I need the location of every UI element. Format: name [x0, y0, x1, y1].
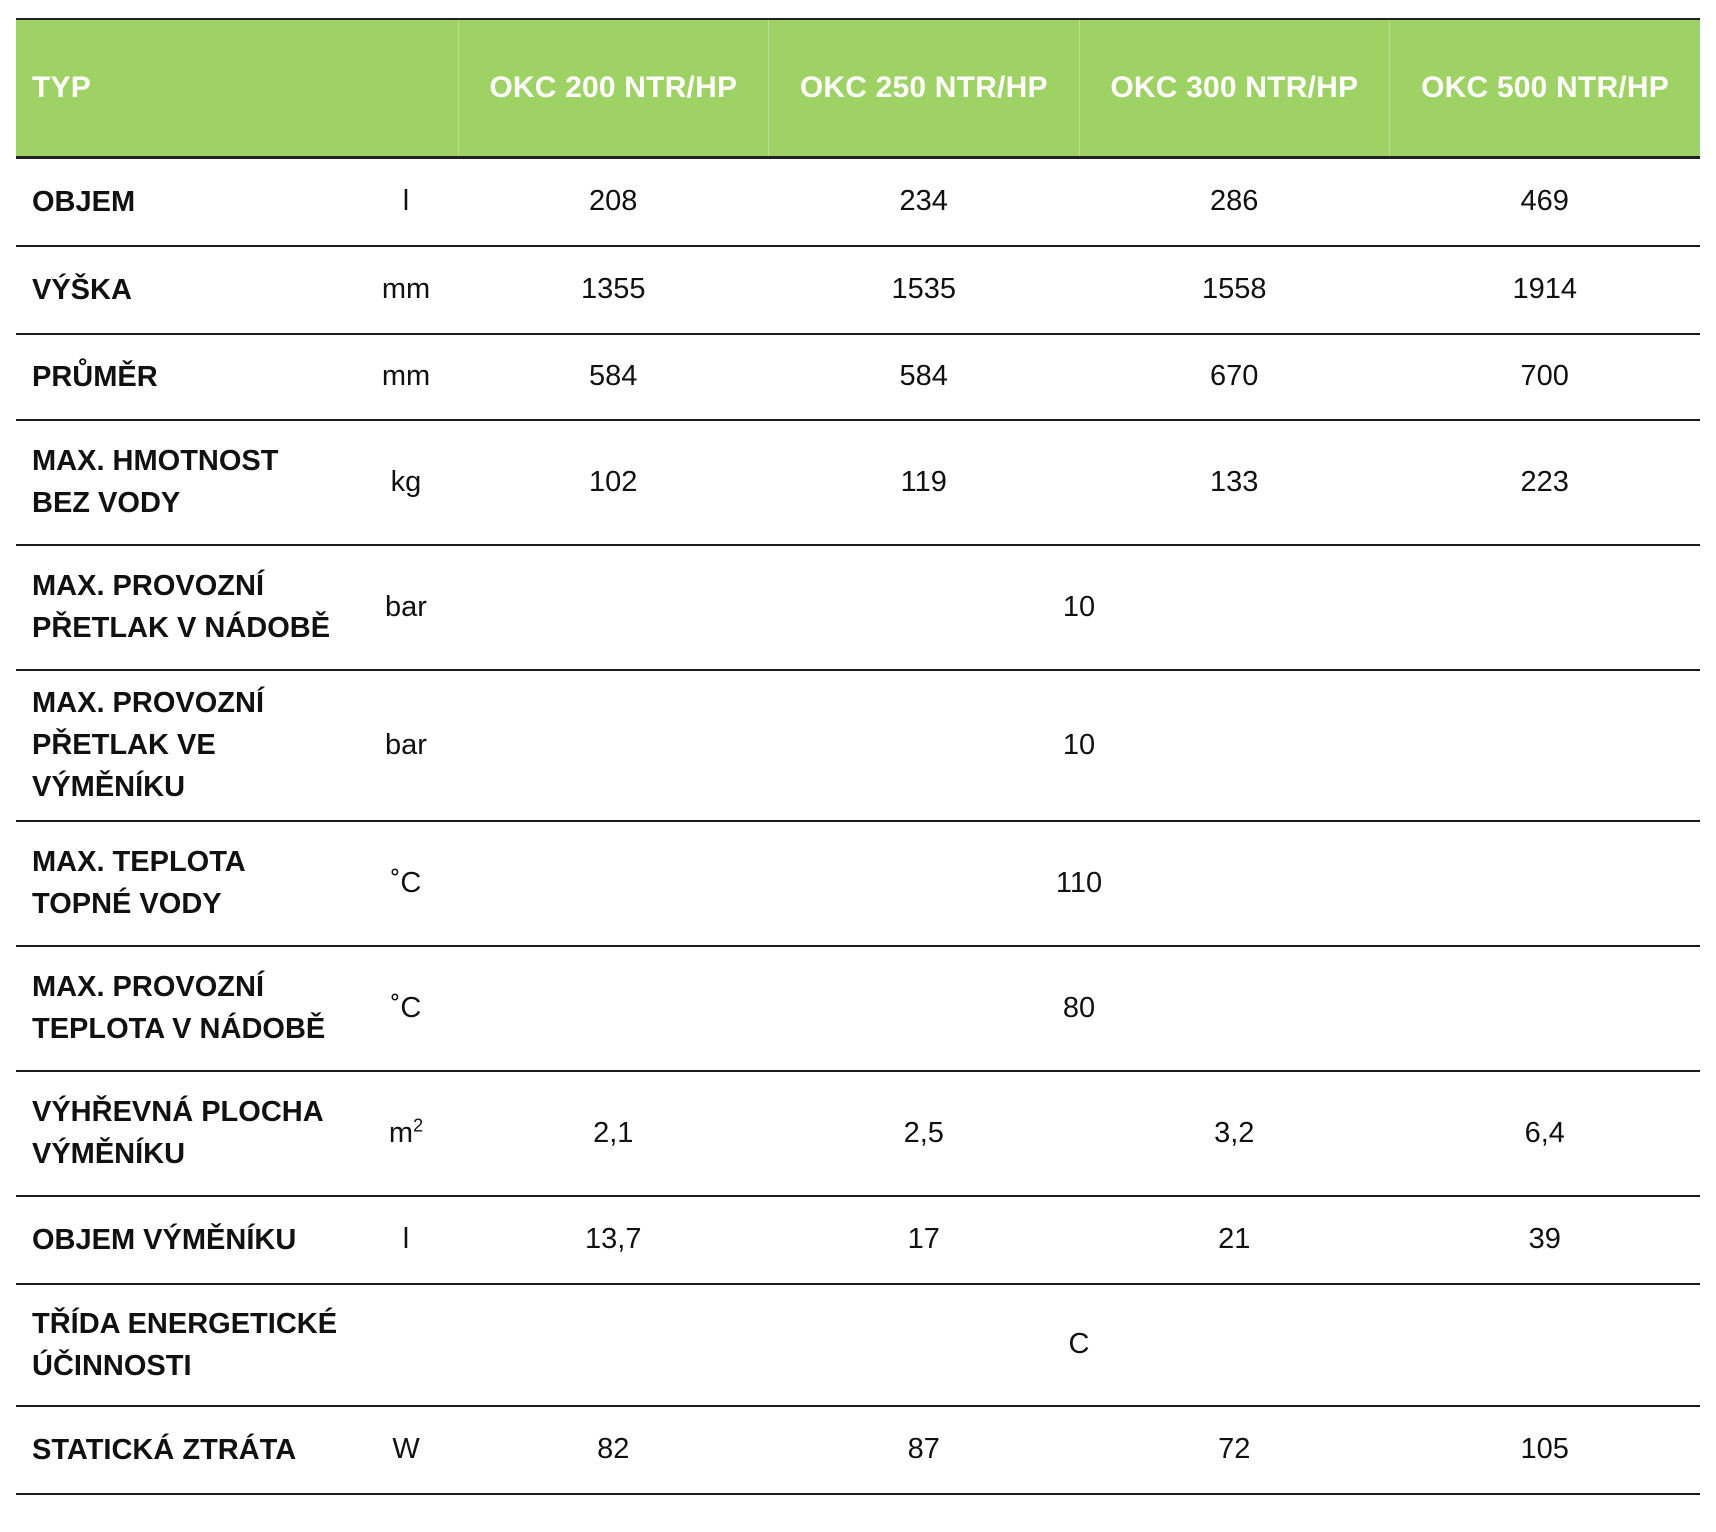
cell-value: 39 — [1390, 1196, 1701, 1284]
cell-value-merged: 80 — [458, 946, 1700, 1071]
row-ztrata — [16, 1406, 1700, 1494]
label-line: TŘÍDA ENERGETICKÉ — [32, 1307, 338, 1340]
row-label: OBJEM — [16, 158, 354, 246]
row-label: OBJEM VÝMĚNÍKU — [16, 1196, 354, 1284]
row-unit: ˚C — [354, 946, 458, 1071]
row-prumer — [16, 334, 1700, 420]
cell-value: 2,5 — [769, 1071, 1080, 1196]
label-line: VÝHŘEVNÁ PLOCHA — [32, 1096, 324, 1128]
row-label: VÝŠKA — [16, 246, 354, 334]
cell-value: 223 — [1390, 420, 1701, 545]
row-unit: bar — [354, 670, 458, 821]
cell-value-merged: C — [458, 1284, 1700, 1406]
header-model-1: OKC 200 NTR/HP — [458, 19, 769, 158]
cell-value-merged: 10 — [458, 670, 1700, 821]
label-line: MAX. TEPLOTA — [32, 846, 246, 878]
row-unit: l — [354, 1196, 458, 1284]
row-trida — [16, 1284, 1700, 1406]
cell-value: 87 — [769, 1406, 1080, 1494]
label-line: VÝMĚNÍKU — [32, 771, 186, 803]
row-objem-vymeniku — [16, 1196, 1700, 1284]
label-line: MAX. HMOTNOST — [32, 445, 279, 477]
header-row — [16, 19, 1700, 158]
row-unit: mm — [354, 246, 458, 334]
row-teplota-nadoba — [16, 946, 1700, 1071]
label-line: TOPNÉ VODY — [32, 888, 222, 920]
cell-value: 286 — [1079, 158, 1390, 246]
row-label — [16, 821, 354, 946]
label-line: MAX. PROVOZNÍ — [32, 687, 265, 719]
unit-base: m — [388, 1116, 414, 1149]
cell-value: 469 — [1390, 158, 1701, 246]
cell-value: 208 — [458, 158, 769, 246]
cell-value: 105 — [1390, 1406, 1701, 1494]
label-line: VÝMĚNÍKU — [32, 1138, 186, 1170]
row-unit: bar — [354, 545, 458, 670]
cell-value: 21 — [1079, 1196, 1390, 1284]
cell-value: 234 — [769, 158, 1080, 246]
header-unit — [354, 19, 458, 158]
cell-value: 670 — [1079, 334, 1390, 420]
row-label: STATICKÁ ZTRÁTA — [16, 1406, 354, 1494]
row-unit — [354, 1284, 458, 1406]
cell-value: 6,4 — [1390, 1071, 1701, 1196]
row-label — [16, 1071, 354, 1196]
row-unit: ˚C — [354, 821, 458, 946]
label-line: MAX. PROVOZNÍ — [32, 971, 265, 1003]
row-pretlak-nadoba — [16, 545, 1700, 670]
row-unit: l — [354, 158, 458, 246]
cell-value: 13,7 — [458, 1196, 769, 1284]
row-teplota-topne — [16, 821, 1700, 946]
label-line: BEZ VODY — [32, 487, 181, 519]
row-label: PRŮMĚR — [16, 334, 354, 420]
cell-value: 3,2 — [1079, 1071, 1390, 1196]
row-vyska — [16, 246, 1700, 334]
header-model-2: OKC 250 NTR/HP — [769, 19, 1080, 158]
row-pretlak-vymenik — [16, 670, 1700, 821]
cell-value: 72 — [1079, 1406, 1390, 1494]
cell-value: 700 — [1390, 334, 1701, 420]
row-label — [16, 670, 354, 821]
cell-value: 584 — [458, 334, 769, 420]
row-label — [16, 545, 354, 670]
cell-value: 119 — [769, 420, 1080, 545]
row-unit: kg — [354, 420, 458, 545]
header-model-4: OKC 500 NTR/HP — [1390, 19, 1701, 158]
cell-value: 2,1 — [458, 1071, 769, 1196]
header-typ: TYP — [16, 19, 354, 158]
row-objem — [16, 158, 1700, 246]
label-line: MAX. PROVOZNÍ — [32, 570, 265, 602]
row-label — [16, 420, 354, 545]
cell-value: 17 — [769, 1196, 1080, 1284]
cell-value: 1558 — [1079, 246, 1390, 334]
cell-value: 1535 — [769, 246, 1080, 334]
row-unit: mm — [354, 334, 458, 420]
cell-value: 102 — [458, 420, 769, 545]
label-line: ÚČINNOSTI — [32, 1349, 192, 1382]
label-line: PŘETLAK VE — [32, 729, 216, 761]
row-label — [16, 1284, 354, 1406]
header-model-3: OKC 300 NTR/HP — [1079, 19, 1390, 158]
cell-value-merged: 110 — [458, 821, 1700, 946]
cell-value-merged: 10 — [458, 545, 1700, 670]
row-label — [16, 946, 354, 1071]
row-unit — [354, 1071, 458, 1196]
cell-value: 82 — [458, 1406, 769, 1494]
cell-value: 584 — [769, 334, 1080, 420]
label-line: TEPLOTA V NÁDOBĚ — [32, 1013, 326, 1045]
unit-exponent: 2 — [413, 1114, 424, 1135]
cell-value: 1355 — [458, 246, 769, 334]
label-line: PŘETLAK V NÁDOBĚ — [32, 612, 331, 644]
row-unit: W — [354, 1406, 458, 1494]
row-hmotnost — [16, 420, 1700, 545]
spec-table — [16, 18, 1700, 1495]
cell-value: 1914 — [1390, 246, 1701, 334]
row-plocha — [16, 1071, 1700, 1196]
cell-value: 133 — [1079, 420, 1390, 545]
